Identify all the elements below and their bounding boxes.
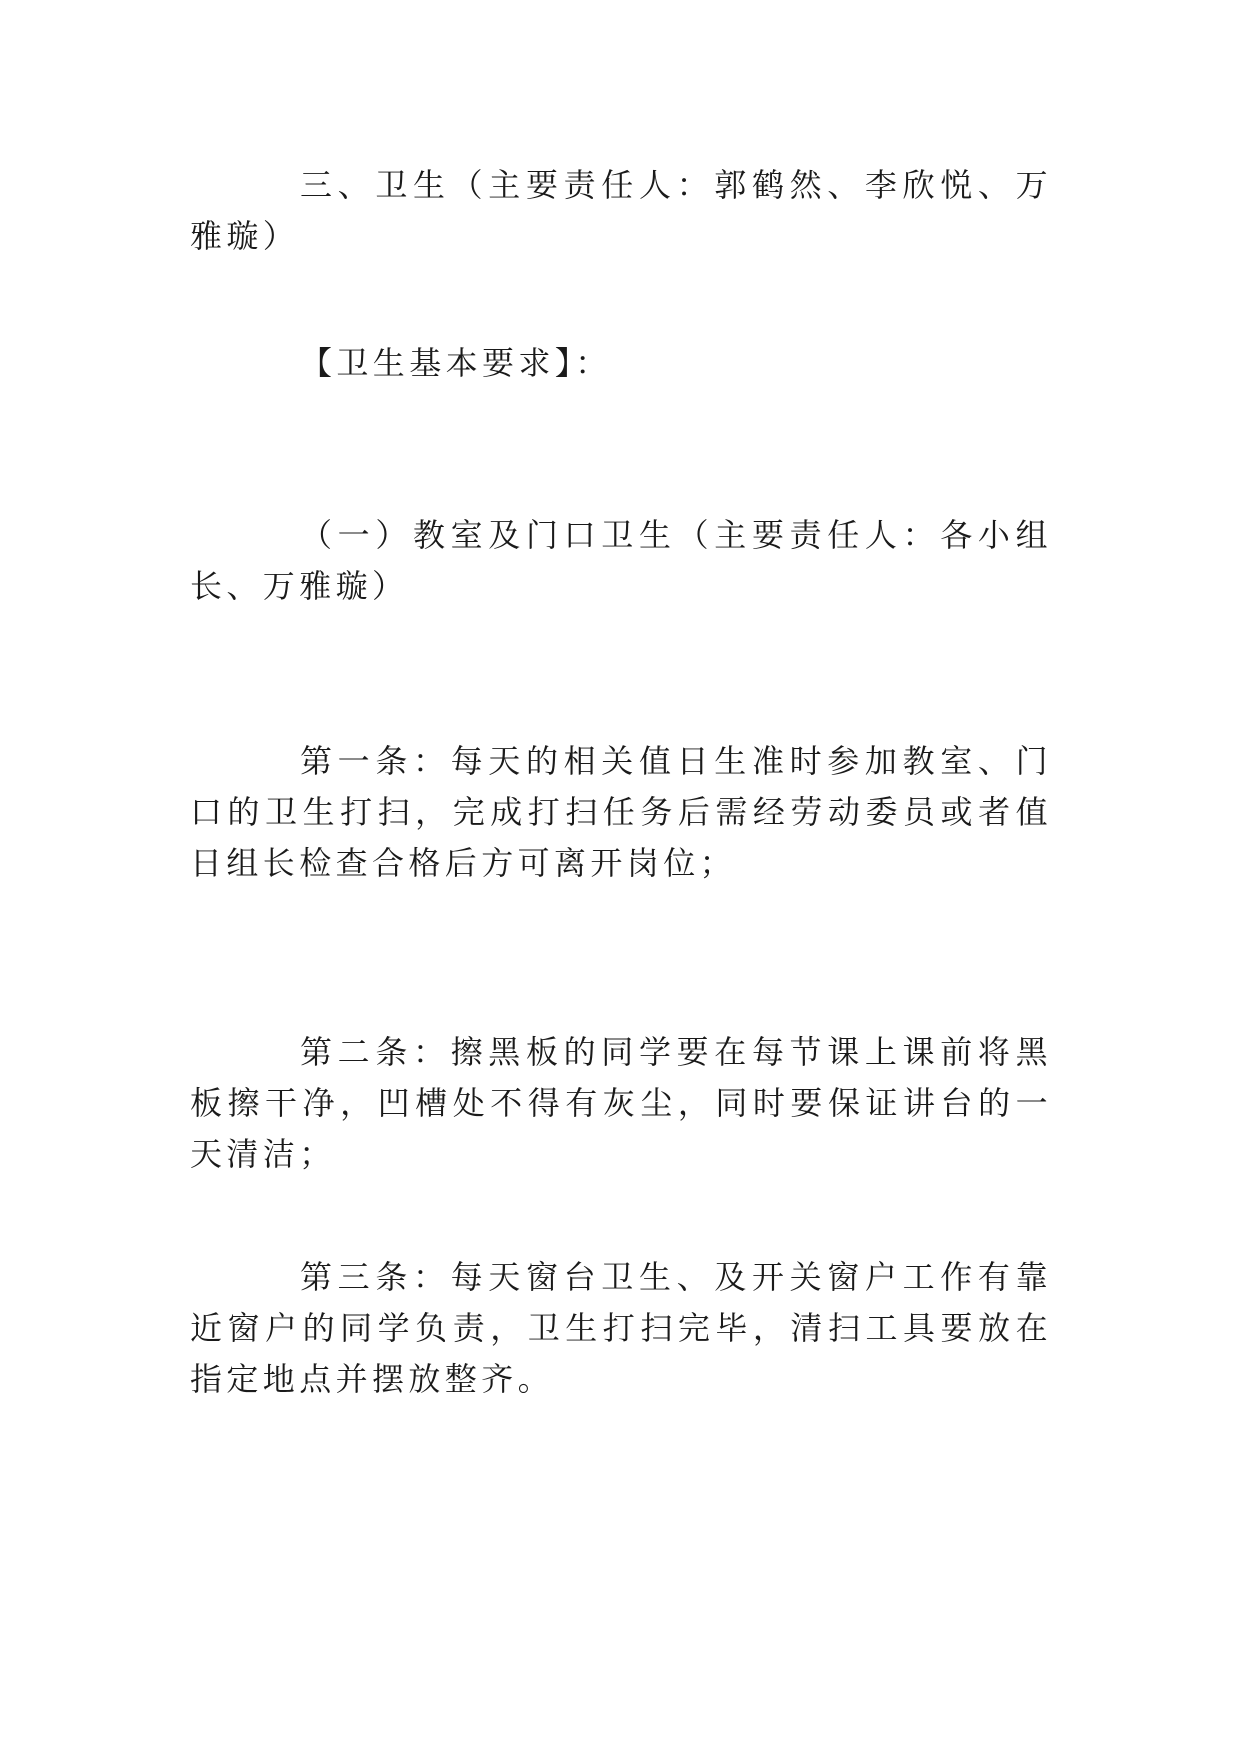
article-paragraph: 第二条：擦黑板的同学要在每节课上课前将黑板擦干净，凹槽处不得有灰尘，同时要保证讲台的一天清洁； [190,1033,1052,1173]
subsection-heading: （一）教室及门口卫生（主要责任人：各小组长、万雅璇） [190,516,1052,605]
article-paragraph: 第三条：每天窗台卫生、及开关窗户工作有靠近窗户的同学负责，卫生打扫完毕，清扫工具要放在指定地点并摆放整齐。 [190,1258,1052,1398]
section-heading: 三、卫生（主要责任人：郭鹤然、李欣悦、万雅璇） [190,166,1052,255]
basic-requirements-heading: 【卫生基本要求】： [300,344,612,382]
article-paragraph: 第一条：每天的相关值日生准时参加教室、门口的卫生打扫，完成打扫任务后需经劳动委员或者值日组长检查合格后方可离开岗位； [190,742,1052,882]
